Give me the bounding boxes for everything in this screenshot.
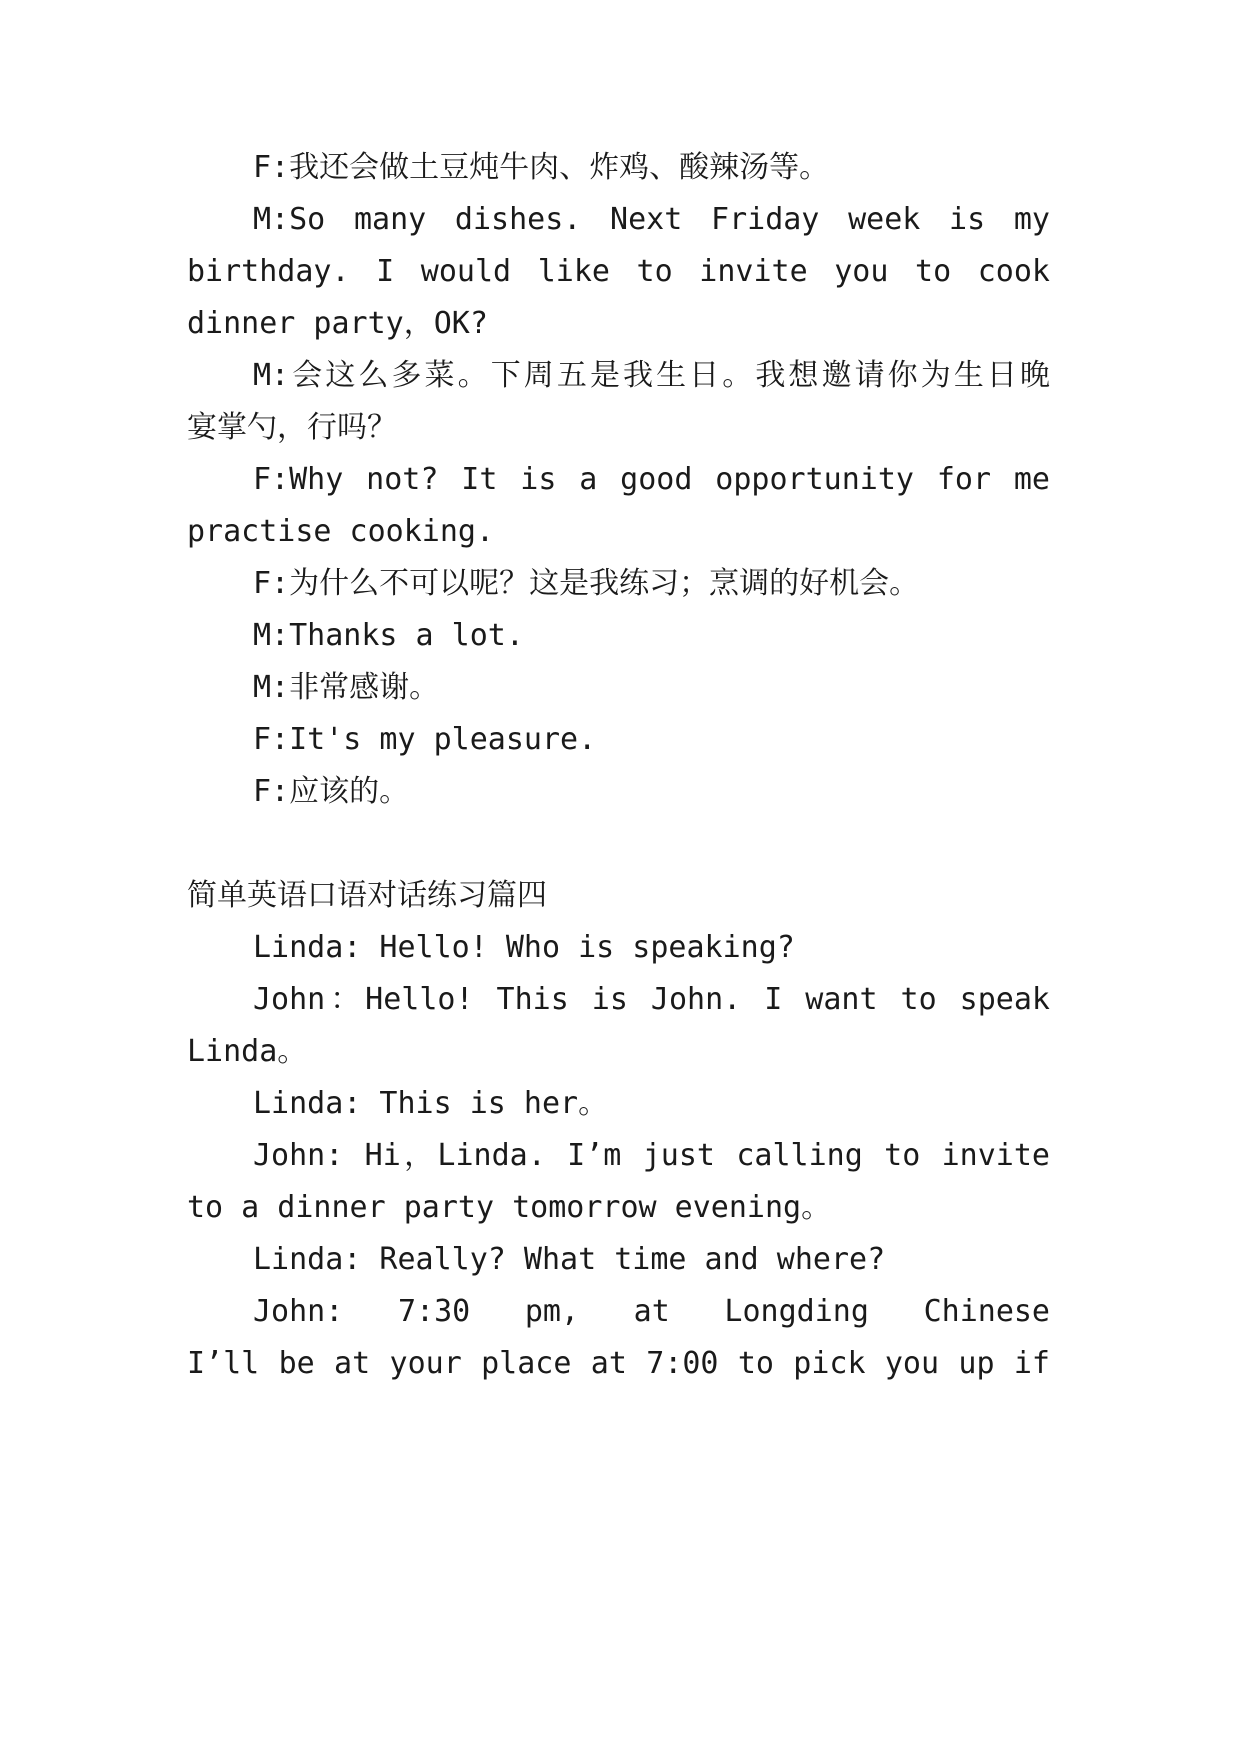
paragraph-line: to a dinner party tomorrow evening。 xyxy=(187,1190,832,1225)
paragraph-line: M:会这么多菜。下周五是我生日。我想邀请你为生日晚 xyxy=(253,358,1050,393)
paragraph-line: Linda: This is her。 xyxy=(253,1086,609,1121)
paragraph-line: dinner party，OK? xyxy=(187,306,488,341)
paragraph-line: I’ll be at your place at 7:00 to pick you up if xyxy=(187,1346,1050,1381)
paragraph-line: practise cooking. xyxy=(187,514,495,549)
paragraph-line: F:应该的。 xyxy=(253,774,410,809)
paragraph-line: M:非常感谢。 xyxy=(253,670,440,705)
paragraph-line: 宴掌勺，行吗？ xyxy=(187,410,397,445)
section-heading: 简单英语口语对话练习篇四 xyxy=(187,878,547,913)
paragraph-line: F:我还会做土豆炖牛肉、炸鸡、酸辣汤等。 xyxy=(253,150,830,185)
paragraph-line: John: 7:30 pm, at Longding Chinese xyxy=(253,1294,1050,1329)
paragraph-line: Linda。 xyxy=(187,1034,308,1069)
paragraph-line: F:Why not? It is a good opportunity for me xyxy=(253,462,1050,497)
paragraph-line: M:So many dishes. Next Friday week is my xyxy=(253,202,1050,237)
paragraph-line: Linda: Hello! Who is speaking? xyxy=(253,930,795,965)
paragraph-line: M:Thanks a lot. xyxy=(253,618,524,653)
paragraph-line: John：Hello! This is John. I want to speak xyxy=(253,982,1050,1017)
paragraph-line: Linda: Really? What time and where? xyxy=(253,1242,886,1277)
paragraph-line: John: Hi，Linda. I’m just calling to invite xyxy=(253,1138,1050,1173)
paragraph-line: birthday. I would like to invite you to cook xyxy=(187,254,1050,289)
paragraph-line: F:It's my pleasure. xyxy=(253,722,597,757)
paragraph-line: F:为什么不可以呢？这是我练习；烹调的好机会。 xyxy=(253,566,920,601)
